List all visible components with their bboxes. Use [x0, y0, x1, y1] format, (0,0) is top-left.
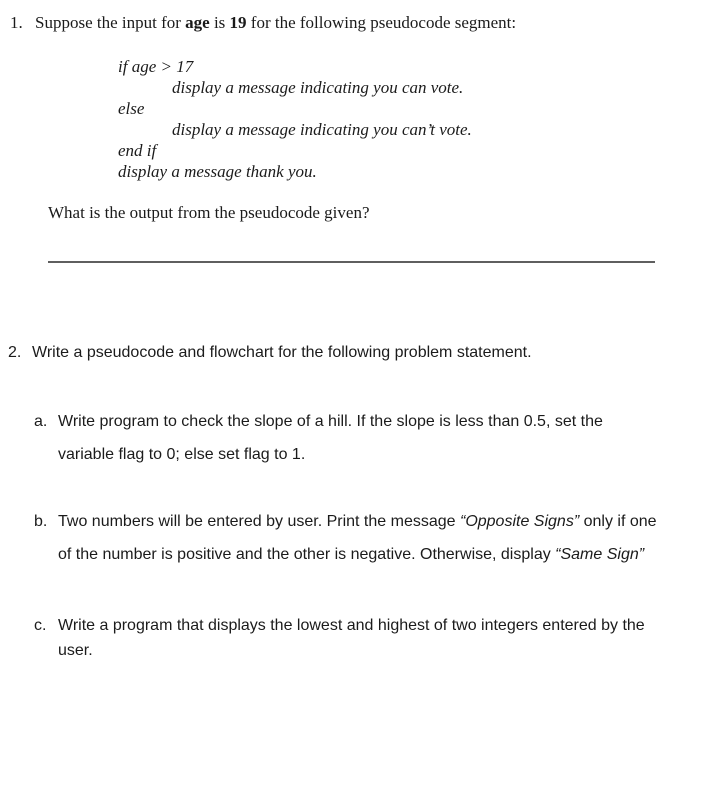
text-segment: of the number is positive and the other is negative. Otherwise, display [58, 546, 556, 563]
item-line [58, 546, 657, 579]
text-segment: user. [58, 642, 93, 659]
text-segment: only if one [579, 513, 657, 530]
problem-item-c [34, 617, 645, 667]
text-segment: “Same Sign” [555, 546, 645, 563]
item-b-label: b. [34, 513, 48, 530]
item-c-label: c. [34, 617, 47, 634]
item-a-label: a. [34, 413, 48, 430]
problem-item-b [34, 513, 657, 579]
pseudocode-line: display a message indicating you can’t vote. [172, 120, 472, 139]
item-a-text [58, 413, 603, 479]
text-segment: for the following pseudocode segment: [246, 13, 517, 32]
question-2 [8, 344, 532, 362]
item-c-text [58, 617, 645, 667]
pseudocode-block [118, 56, 472, 182]
item-line [58, 413, 603, 446]
pseudocode-line: end if [118, 141, 157, 160]
item-line [58, 642, 645, 667]
text-segment: Write a program that displays the lowest and highest of two integers entered by the [58, 617, 645, 634]
problem-item-a [34, 413, 603, 479]
question-1 [10, 13, 516, 33]
answer-blank-line [48, 255, 655, 263]
item-b-text [58, 513, 657, 579]
text-segment: Write program to check the slope of a hill. If the slope is less than 0.5, set the [58, 413, 603, 430]
item-line [58, 617, 645, 642]
question-2-number: 2. [8, 344, 22, 361]
pseudocode-line: display a message indicating you can vote. [172, 78, 464, 97]
text-segment: Suppose the input for [35, 13, 186, 32]
output-question: What is the output from the pseudocode given? [48, 203, 370, 222]
pseudocode-line: if age > 17 [118, 57, 194, 76]
pseudocode-line: display a message thank you. [118, 162, 317, 181]
item-line [58, 446, 603, 479]
pseudocode-line: else [118, 99, 145, 118]
question-1-number: 1. [10, 13, 23, 32]
question-2-prompt: Write a pseudocode and flowchart for the following problem statement. [32, 344, 532, 361]
item-line [58, 513, 657, 546]
text-segment: age [185, 13, 210, 32]
text-segment: 19 [229, 13, 247, 32]
question-1-prompt [35, 13, 516, 33]
text-segment: Two numbers will be entered by user. Print the message [58, 513, 460, 530]
text-segment: is [209, 13, 230, 32]
text-segment: variable flag to 0; else set flag to 1. [58, 446, 306, 463]
text-segment: “Opposite Signs” [459, 513, 580, 530]
